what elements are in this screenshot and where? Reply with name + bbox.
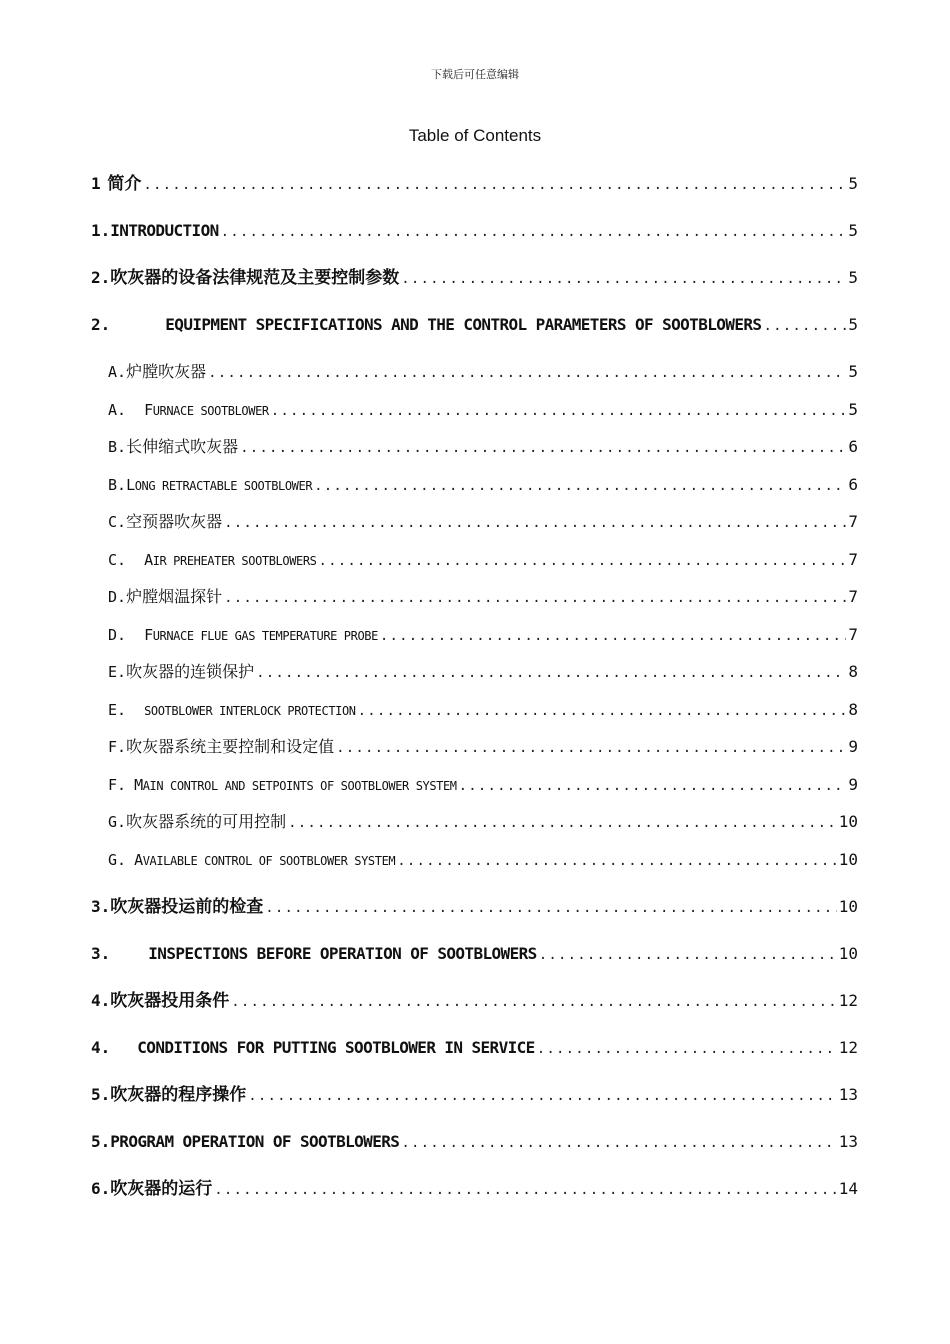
dot-leader [539, 943, 837, 967]
toc-entry-title: MAIN CONTROL AND SETPOINTS OF SOOTBLOWER SYSTEM [134, 776, 457, 794]
header-note: 下载后可任意编辑 [431, 68, 519, 81]
toc-entry-title: FURNACE SOOTBLOWER [144, 401, 269, 419]
toc-entry[interactable] [108, 360, 858, 384]
toc-entry-number: E. [108, 701, 127, 719]
toc-entry-title: 吹灰器系统主要控制和设定值 [126, 737, 335, 756]
toc-entry-number: 4. [91, 991, 111, 1010]
toc-entry[interactable] [91, 989, 858, 1013]
toc-entry[interactable] [91, 895, 858, 919]
toc-entry-number: C. [108, 551, 127, 569]
dot-leader [256, 661, 846, 685]
toc-entry-number: 2. [91, 268, 111, 287]
toc-entry-title: 吹灰器的程序操作 [110, 1085, 247, 1105]
dot-leader [319, 549, 847, 573]
toc-entry-title: 吹灰器的设备法律规范及主要控制参数 [110, 268, 400, 288]
toc-entry-page: 12 [838, 1038, 858, 1057]
toc-entry-number: 2. [91, 315, 111, 334]
toc-entry-number: F. [108, 776, 127, 794]
toc-entry-number: 3. [91, 897, 111, 916]
dot-leader [401, 1131, 836, 1155]
toc-entry-page: 6 [848, 475, 858, 494]
toc-entry[interactable] [108, 848, 858, 872]
toc-entry-number: A. [108, 401, 127, 419]
dot-leader [336, 736, 846, 760]
toc-entry-page: 10 [838, 812, 858, 831]
toc-entry-page: 6 [848, 437, 858, 456]
dot-leader [763, 314, 846, 338]
toc-entry[interactable] [91, 1177, 858, 1201]
toc-entry-page: 10 [838, 897, 858, 916]
toc-entry-number: G. [108, 813, 127, 831]
toc-entry-page: 14 [838, 1179, 858, 1198]
dot-leader [208, 361, 846, 385]
toc-entry[interactable] [108, 435, 858, 459]
toc-entry-title: 吹灰器系统的可用控制 [126, 812, 287, 831]
toc-entry[interactable] [108, 623, 858, 647]
dot-leader [265, 896, 836, 920]
dot-leader [358, 699, 847, 723]
toc-entry[interactable] [91, 1130, 858, 1154]
toc-entry-title: 简介 [107, 174, 142, 194]
toc-entry-page: 7 [848, 512, 858, 531]
toc-entry-page: 5 [848, 362, 858, 381]
dot-leader [248, 1084, 836, 1108]
toc-entry-number: C. [108, 513, 127, 531]
toc-entry-title: INTRODUCTION [110, 221, 219, 240]
toc-entry-number: 1. [91, 221, 111, 240]
toc-entry-page: 5 [848, 221, 858, 240]
toc-entry[interactable] [108, 698, 858, 722]
toc-entry-title: 炉膛烟温探针 [126, 587, 223, 606]
toc-entry-number: B. [108, 438, 127, 456]
toc-entry-page: 5 [848, 174, 858, 193]
toc-entry-number: 1 [91, 174, 101, 193]
dot-leader [231, 990, 836, 1014]
toc-entry-number: F. [108, 738, 127, 756]
toc-entry-number: D. [108, 588, 127, 606]
dot-leader [459, 774, 847, 798]
dot-leader [288, 811, 837, 835]
toc-entry[interactable] [91, 1036, 858, 1060]
toc-entry-page: 8 [848, 700, 858, 719]
toc-entry-number: A. [108, 363, 127, 381]
toc-entry-page: 13 [838, 1085, 858, 1104]
toc-entry[interactable] [108, 735, 858, 759]
toc-entry-page: 9 [848, 737, 858, 756]
toc-entry-title: FURNACE FLUE GAS TEMPERATURE PROBE [144, 626, 378, 644]
toc-entry[interactable] [108, 473, 858, 497]
toc-entry[interactable] [108, 810, 858, 834]
toc-entry-number: D. [108, 626, 127, 644]
toc-entry-page: 10 [838, 850, 858, 869]
toc-entry-number: 5. [91, 1132, 111, 1151]
toc-entry-page: 7 [848, 625, 858, 644]
toc-entry-page: 5 [848, 400, 858, 419]
toc-entry[interactable] [108, 548, 858, 572]
toc-entry-page: 13 [838, 1132, 858, 1151]
dot-leader [271, 399, 847, 423]
toc-entry-title: INSPECTIONS BEFORE OPERATION OF SOOTBLOWERS [148, 944, 537, 963]
dot-leader [224, 586, 846, 610]
toc-title: Table of Contents [408, 126, 542, 145]
toc-entry-page: 7 [848, 550, 858, 569]
toc-entry-page: 5 [848, 315, 858, 334]
dot-leader [224, 511, 846, 535]
toc-entry-title: EQUIPMENT SPECIFICATIONS AND THE CONTROL PARAMETERS OF SOOTBLOWERS [165, 315, 762, 334]
toc-entry[interactable] [108, 398, 858, 422]
toc-entry-title: 吹灰器投运前的检查 [110, 897, 264, 917]
toc-entry-title: 长伸缩式吹灰器 [126, 437, 239, 456]
toc-entry[interactable] [91, 219, 858, 243]
toc-entry-title: 空预器吹灰器 [126, 512, 223, 531]
toc-entry-page: 7 [848, 587, 858, 606]
dot-leader [143, 173, 846, 197]
toc-entry-number: 3. [91, 944, 111, 963]
dot-leader [214, 1178, 836, 1202]
dot-leader [537, 1037, 837, 1061]
toc-entry[interactable] [91, 172, 858, 196]
toc-entry[interactable] [108, 660, 858, 684]
toc-entry[interactable] [91, 313, 858, 337]
dot-leader [240, 436, 846, 460]
toc-entry-title: 吹灰器投用条件 [110, 991, 230, 1011]
toc-entry[interactable] [91, 942, 858, 966]
dot-leader [314, 474, 846, 498]
toc-entry-title: AVAILABLE CONTROL OF SOOTBLOWER SYSTEM [134, 851, 396, 869]
toc-entry-title: 吹灰器的连锁保护 [126, 662, 255, 681]
toc-entry-title: CONDITIONS FOR PUTTING SOOTBLOWER IN SERVICE [137, 1038, 535, 1057]
toc-entry-title: LONG RETRACTABLE SOOTBLOWER [126, 476, 313, 494]
dot-leader [401, 267, 846, 291]
toc-entry-title: AIR PREHEATER SOOTBLOWERS [144, 551, 317, 569]
toc-entry-page: 9 [848, 775, 858, 794]
toc-entry-number: 5. [91, 1085, 111, 1104]
dot-leader [221, 220, 847, 244]
toc-entry[interactable] [91, 266, 858, 290]
toc-entry[interactable] [108, 510, 858, 534]
toc-entry-number: 4. [91, 1038, 111, 1057]
toc-entry-page: 5 [848, 268, 858, 287]
toc-entry-number: 6. [91, 1179, 111, 1198]
toc-entry-number: B. [108, 476, 127, 494]
toc-entry-title: 吹灰器的运行 [110, 1179, 213, 1199]
toc-entry-page: 10 [838, 944, 858, 963]
toc-entry-title: SOOTBLOWER INTERLOCK PROTECTION [144, 704, 356, 718]
toc-entry[interactable] [108, 773, 858, 797]
toc-entry-title: 炉膛吹灰器 [126, 362, 207, 381]
toc-entry-title: PROGRAM OPERATION OF SOOTBLOWERS [110, 1132, 400, 1151]
toc-entry-page: 12 [838, 991, 858, 1010]
dot-leader [397, 849, 837, 873]
toc-entry-page: 8 [848, 662, 858, 681]
toc-entry[interactable] [108, 585, 858, 609]
toc-entry-number: E. [108, 663, 127, 681]
toc-entry[interactable] [91, 1083, 858, 1107]
toc-entry-number: G. [108, 851, 127, 869]
dot-leader [380, 624, 846, 648]
